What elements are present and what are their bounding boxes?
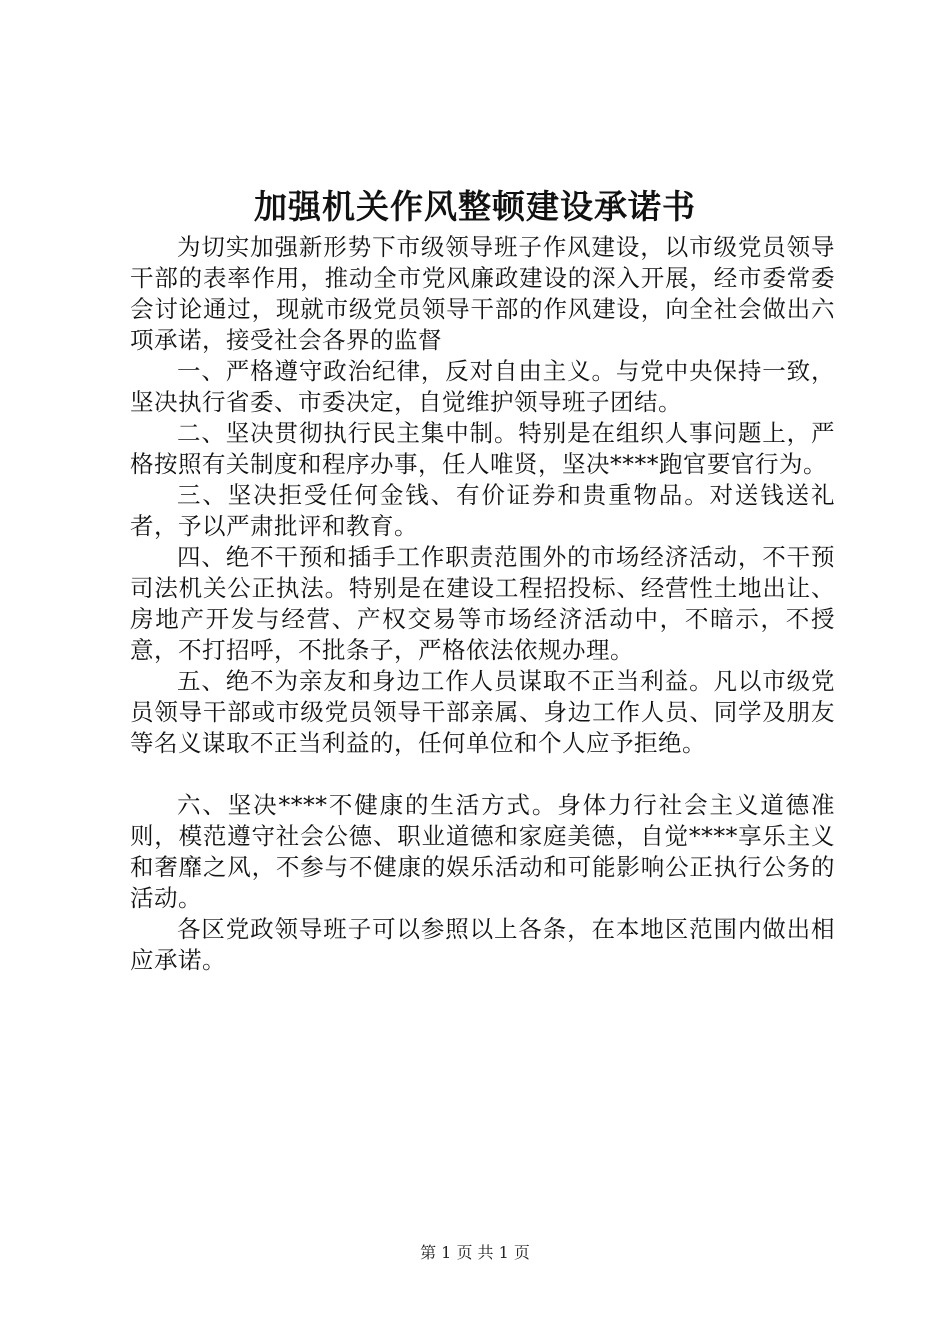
paragraph-item-5: 五、绝不为亲友和身边工作人员谋取不正当利益。凡以市级党员领导干部或市级党员领导干部亲属、身边工作人员、同学及朋友等名义谋取不正当利益的，任何单位和个人应予拒绝。 (130, 667, 835, 757)
paragraph-closing: 各区党政领导班子可以参照以上各条，在本地区范围内做出相应承诺。 (130, 915, 835, 974)
paragraph-item-6: 六、坚决****不健康的生活方式。身体力行社会主义道德准则，模范遵守社会公德、职业道德和家庭美德，自觉****享乐主义和奢靡之风，不参与不健康的娱乐活动和可能影响公正执行公务的活动。 (130, 791, 835, 912)
paragraph-item-2: 二、坚决贯彻执行民主集中制。特别是在组织人事问题上，严格按照有关制度和程序办事，任人唯贤，坚决****跑官要官行为。 (130, 419, 835, 478)
paragraph-item-4: 四、绝不干预和插手工作职责范围外的市场经济活动，不干预司法机关公正执法。特别是在建设工程招投标、经营性土地出让、房地产开发与经营、产权交易等市场经济活动中，不暗示，不授意，不打招呼，不批条子，严格依法依规办理。 (130, 543, 835, 664)
page-footer: 第 1 页 共 1 页 (420, 1243, 530, 1262)
paragraph-intro: 为切实加强新形势下市级领导班子作风建设，以市级党员领导干部的表率作用，推动全市党风廉政建设的深入开展，经市委常委会讨论通过，现就市级党员领导干部的作风建设，向全社会做出六项承诺，接受社会各界的监督 (130, 233, 835, 354)
document-body (130, 232, 835, 976)
paragraph-item-1: 一、严格遵守政治纪律，反对自由主义。与党中央保持一致，坚决执行省委、市委决定，自觉维护领导班子团结。 (130, 357, 835, 416)
paragraph-item-3: 三、坚决拒受任何金钱、有价证券和贵重物品。对送钱送礼者，予以严肃批评和教育。 (130, 481, 835, 540)
document-title: 加强机关作风整顿建设承诺书 (254, 187, 696, 226)
